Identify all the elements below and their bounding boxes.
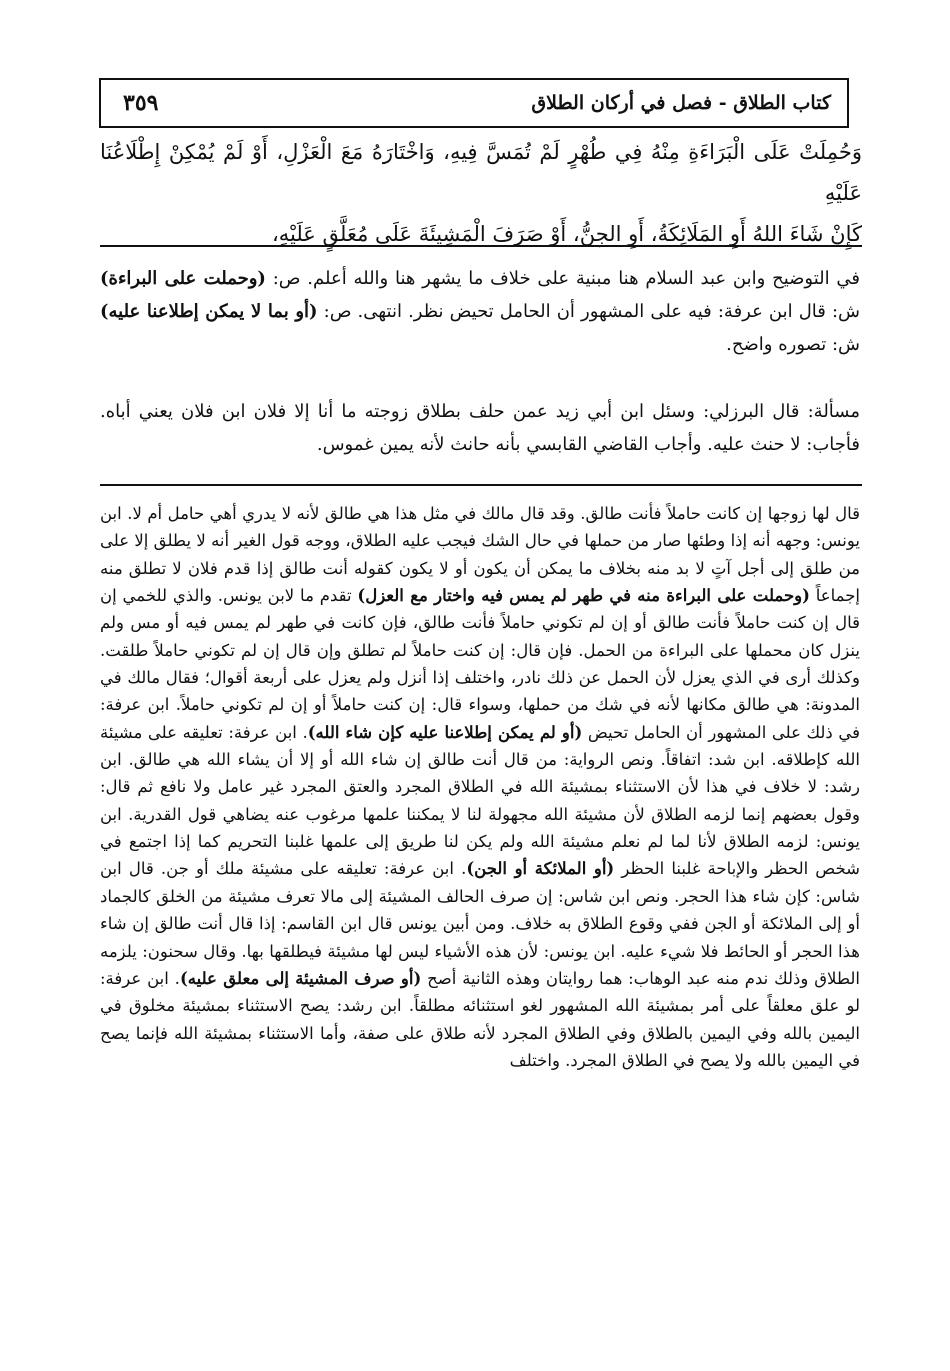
commentary-text: . ابن عرفة: تعليقه على مشيئة ملك أو جن. قال ابن شاس: كإن شاء هذا الحجر. ونص ابن شاس: إن صرف الحالف المشيئة إلى مالا تعرف مشيئة من الخلق كالجماد أو إلى الملائكة أو الجن ففي وقوع الطلاق به خلاف. ومن أبين يونس قال ابن القاسم: إذا قال أنت طالق إن شاء هذا الحجر أو الحائط فلا شيء عليه. ابن يونس: لأن هذه الأشياء ليس لها مشيئة فيطلقها بها. وقال سحنون: يلزمه الطلاق وذلك ندم منه عبد الوهاب: هما روايتان وهذه الثانية أصح xyxy=(100,859,860,988)
quoted-matn: (أو الملائكة أو الجن) xyxy=(466,859,615,879)
page-number: ٣٥٩ xyxy=(123,90,159,116)
commentary-text: قال لها زوجها إن كانت حاملاً فأنت طالق. وقد قال مالك في مثل هذا هي طالق لأنه لا يدري أهي حامل أم لا. ابن يونس: وجهه أنه إذا وطئها صار من حملها في حال الشك فيجب عليه الطلاق، ووجه قول الغير أنه لا يطلق إلا على من طلق إلى أجل آتٍ لا بد منه بخلاف ما يمكن أن يكون أو لا يكون كقوله أنت طالق إذا قدم فلان لا تطلق منه إجماعاً xyxy=(100,504,860,606)
commentary-text: ش: تصوره واضح. xyxy=(726,334,860,355)
commentary-text: . ابن عرفة: تعليقه على مشيئة الله كإطلاقه. ابن شد: اتفاقاً. ونص الرواية: من قال أنت طالق إن شاء الله أو إلا أن يشاء الله هي طالق. ابن رشد: لا خلاف في هذا لأن الاستثناء بمشيئة الله في الطلاق المجرد والعتق المجرد غير عامل ولا نافع ثم قال: وقول بعضهم إنما لزمه الطلاق لأن مشيئة الله مجهولة لنا لا يمكننا علمها مرغوب عنه يضاهي قول القدرية. ابن يونس: لزمه الطلاق لأنا لما لم نعلم مشيئة الله ولم يكن لنا طريق إلى علمها غلبنا التحريم كما إذا اجتمع في شخص الحظر والإباحة غلبنا الحظر xyxy=(100,722,860,879)
commentary-paragraph-3 xyxy=(100,500,860,1074)
commentary-text: في التوضيح وابن عبد السلام هنا مبنية على خلاف ما يشهر هنا والله أعلم. ص: xyxy=(265,268,860,289)
commentary-text: . ابن عرفة: لو علق معلقاً على أمر بمشيئة الله المشهور لغو استثنائه مطلقاً. ابن رشد: يصح الاستثناء بمشيئة مخلوق في اليمين بالله وفي اليمين بالطلاق وفي الطلاق المجرد لأنه طلاق على صفة، وأما الاستثناء بمشيئة الله فإنما يصح في اليمين بالله ولا يصح في الطلاق المجرد. واختلف xyxy=(100,968,860,1070)
main-text xyxy=(100,132,862,255)
quoted-matn: (أو بما لا يمكن إطلاعنا عليه) xyxy=(100,301,318,322)
quoted-matn: (أو صرف المشيئة إلى معلق عليه) xyxy=(179,968,422,988)
divider-footnotes xyxy=(100,484,862,486)
quoted-matn: (أو لم يمكن إطلاعنا عليه كإن شاء الله) xyxy=(307,722,583,742)
quoted-matn: (وحملت على البراءة) xyxy=(100,268,266,289)
running-title: كتاب الطلاق - فصل في أركان الطلاق xyxy=(531,92,831,114)
page-header xyxy=(99,78,849,128)
commentary-text: تقدم ما لابن يونس. والذي للخمي إن قال إن كنت حاملاً فأنت طالق أو إن لم تكوني حاملاً فأنت طالق، فإن كانت في طهر لم يمس فيه أو مس ولم ينزل كان محملها على البراءة من الحمل. فإن قال: إن كنت حاملاً لم تطلق وإن قال إن لم تكوني حاملاً طلقت. وكذلك أرى في الذي يعزل لأن الحمل عن ذلك نادر، واختلف إذا أنزل ولم يعزل على أربعة أقوال؛ فقال مالك في المدونة: هي طالق مكانها لأنه في شك من حملها، وسواء قال: إن كنت حاملاً أو إن لم تكوني حاملاً. ابن عرفة: في ذلك على المشهور أن الحامل تحيض xyxy=(100,586,860,742)
main-text-line-1: وَحُمِلَتْ عَلَى الْبَرَاءَةِ مِنْهُ فِي طُهْرٍ لَمْ تُمَسَّ فِيهِ، وَاخْتَارَهُ مَعَ الْعَزْلِ، أَوْ لَمْ يُمْكِنْ إِطْلَاعُنَا عَلَيْهِ xyxy=(100,140,862,205)
commentary-paragraph-2: مسألة: قال البرزلي: وسئل ابن أبي زيد عمن حلف بطلاق زوجته ما أنا إلا فلان ابن فلان يعني أباه. فأجاب: لا حنث عليه. وأجاب القاضي القابسي بأنه حانث لأنه يمين غموس. xyxy=(100,401,860,455)
main-text-line-2: كَإِنْ شَاءَ اللهُ أَوِ المَلَائِكَةُ، أَوِ الجِنُّ، أَوْ صَرَفَ الْمَشِيئَةَ عَلَى مُعَلَّقٍ عَلَيْهِ، xyxy=(271,222,862,246)
divider-main xyxy=(100,245,862,247)
commentary-text: ش: قال ابن عرفة: فيه على المشهور أن الحامل تحيض نظر. انتهى. ص: xyxy=(317,301,860,322)
commentary-block-2 xyxy=(100,395,860,461)
commentary-block-1 xyxy=(100,262,860,361)
commentary-paragraph-1 xyxy=(100,262,860,361)
commentary-block-3 xyxy=(100,500,860,1074)
quoted-matn: (وحملت على البراءة منه في طهر لم يمس فيه واختار مع العزل) xyxy=(357,586,810,606)
